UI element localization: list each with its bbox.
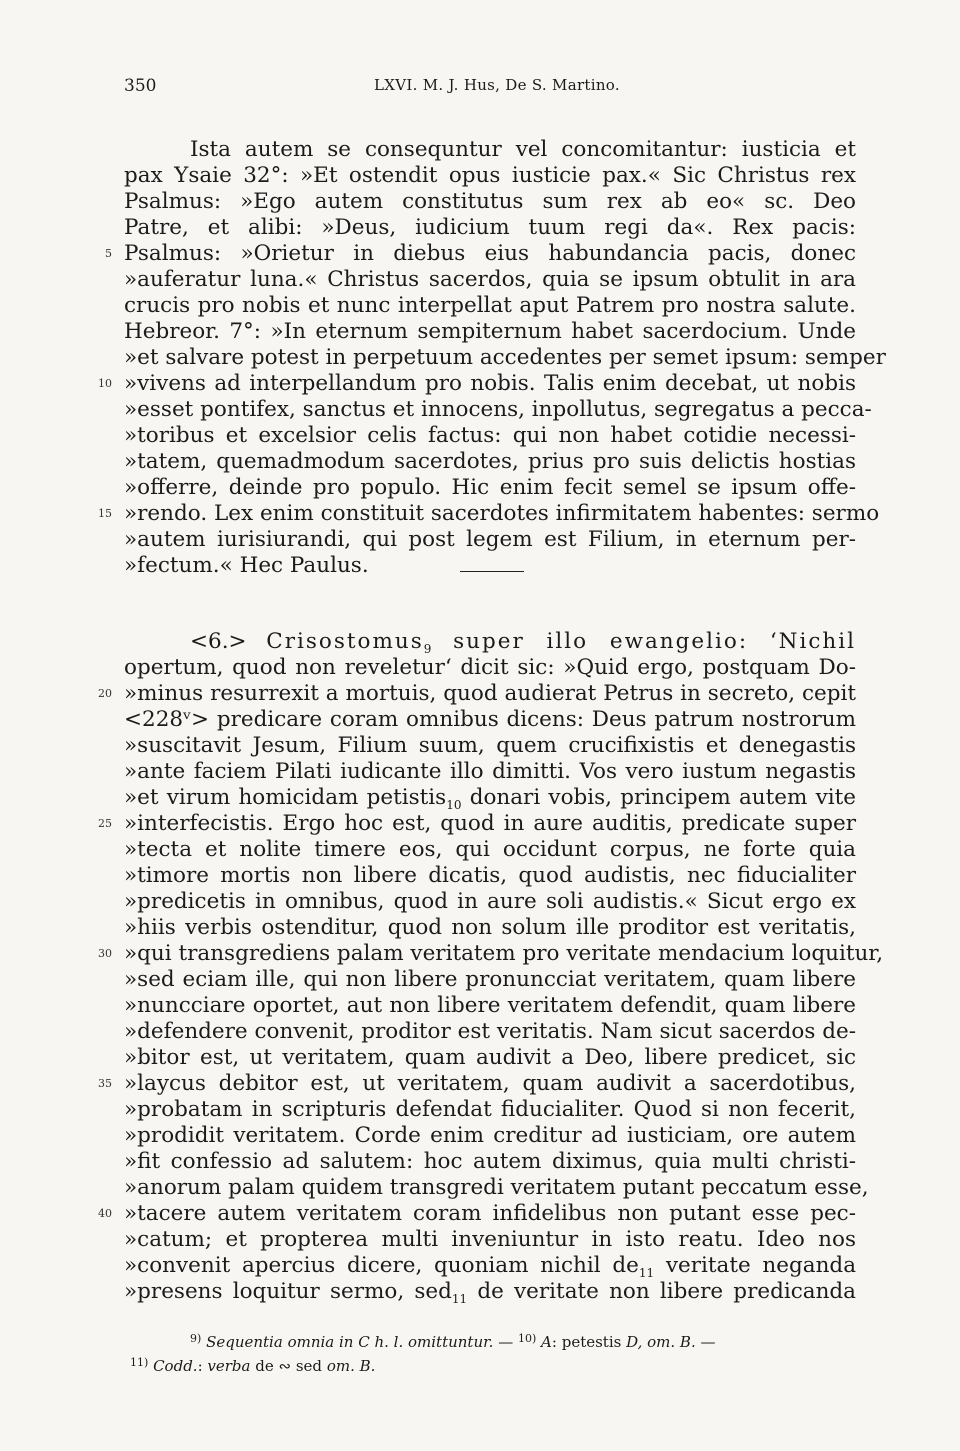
footnote-mark: 10) [517,1332,537,1345]
text-line [124,785,856,811]
author-name: Crisostomus [266,629,424,654]
text-line: »hiis verbis ostenditur, quod non solum ille proditor est veritatis, [124,915,856,940]
text-line: »fit confessio ad salutem: hoc autem diximus, quia multi christi- [124,1149,856,1174]
text-line: »fectum.« Hec Paulus. [124,553,369,578]
text-line: »toribus et excelsior celis factus: qui non habet cotidie necessi- [124,423,856,448]
text-line [98,1071,856,1097]
text-line [98,501,880,527]
text-line [124,1279,856,1305]
text-line-content: »minus resurrexit a mortuis, quod audierat Petrus in secreto, cepit [124,681,856,706]
line-number: 40 [98,1207,112,1220]
text-line-content: »qui transgrediens palam veritatem pro veritate mendacium loquitur, [124,941,884,966]
text-line: pax Ysaie 32°: »Et ostendit opus iusticie pax.« Sic Christus rex [124,163,856,188]
page-number: 350 [124,76,157,96]
text-line [190,629,856,655]
text-line: Ista autem se consequntur vel concomitantur: iusticia et [190,137,856,162]
text-line: Hebreor. 7°: »In eternum sempiternum habet sacerdocium. Unde [124,319,856,344]
text-line-content: »et virum homicidam petistis [124,785,447,810]
text-line-content: donari vobis, principem autem vite [461,785,856,810]
footnote-text: D, om. B. [626,1333,696,1351]
text-line: »defendere convenit, proditor est veritatis. Nam sicut sacerdos de- [124,1019,856,1044]
footnote-text: de ∾ sed [255,1357,323,1375]
text-line-content: »vivens ad interpellandum pro nobis. Talis enim decebat, ut nobis [124,371,856,396]
text-line: »timore mortis non libere dicatis, quod audistis, nec fiducialiter [124,863,856,888]
text-line: <228ᵛ> predicare coram omnibus dicens: Deus patrum nostrorum [124,707,856,732]
text-line: »catum; et propterea multi inveniuntur in isto reatu. Ideo nos [124,1227,856,1252]
footnote-ref: 11 [451,1292,468,1306]
text-line: »sed eciam ille, qui non libere pronuncciat veritatem, quam libere [124,967,856,992]
line-number: 5 [105,247,112,260]
text-line: opertum, quod non reveletur‘ dicit sic: »Quid ergo, postquam Do- [124,655,856,680]
footnote-text: A [541,1333,552,1351]
footnote-ref: 10 [446,798,462,812]
footnote-text: Sequentia omnia in C h. l. omittuntur. [206,1333,494,1351]
footnote-separator: — [700,1333,716,1351]
text-line: crucis pro nobis et nunc interpellat aput Patrem pro nostra salute. [124,293,856,318]
text-line-content: »rendo. Lex enim constituit sacerdotes infirmitatem habentes: sermo [124,501,880,526]
text-line-content: »interfecistis. Ergo hoc est, quod in aure auditis, predicate super [124,811,856,836]
footnote-mark: 11) [130,1356,149,1369]
text-line: Psalmus: »Ego autem constitutus sum rex ab eo« sc. Deo [124,189,856,214]
text-line [98,681,856,707]
text-line: »ante faciem Pilati iudicante illo dimitti. Vos vero iustum negastis [124,759,856,784]
text-line: »auferatur luna.« Christus sacerdos, quia se ipsum obtulit in ara [124,267,856,292]
text-line [98,371,856,397]
footnote-text: : petestis [551,1333,622,1351]
text-line: Patre, et alibi: »Deus, iudicium tuum regi da«. Rex pacis: [124,215,856,240]
running-head: LXVI. M. J. Hus, De S. Martino. [374,76,620,94]
text-line: »offerre, deinde pro populo. Hic enim fecit semel se ipsum offe- [124,475,856,500]
footnote-ref: 11 [638,1266,655,1280]
text-line: »autem iurisiurandi, qui post legem est Filium, in eternum per- [124,527,856,552]
text-line: »tatem, quemadmodum sacerdotes, prius pro suis delictis hostias [124,449,856,474]
text-line-content: »tacere autem veritatem coram infidelibus non putant esse pec- [124,1201,856,1226]
text-line: »esset pontifex, sanctus et innocens, inpollutus, segregatus a pecca- [124,397,872,422]
section-divider [460,571,524,572]
line-number: 10 [98,377,112,390]
footnote-mark: 9) [190,1332,202,1345]
footnote-text: om. B. [326,1357,376,1375]
text-line-content: Psalmus: »Orietur in diebus eius habundancia pacis, donec [124,241,856,266]
line-number: 15 [98,507,112,520]
text-line [124,1253,856,1279]
footnote-text: : [197,1357,203,1375]
footnote-text: Codd. [153,1357,198,1375]
text-line-content: »laycus debitor est, ut veritatem, quam audivit a sacerdotibus, [124,1071,856,1096]
line-number: 35 [98,1077,112,1090]
text-line: »tecta et nolite timere eos, qui occidunt corpus, ne forte quia [124,837,856,862]
text-line [98,811,856,837]
text-line [98,1201,856,1227]
section-marker: <6.> [190,629,267,654]
text-line: »bitor est, ut veritatem, quam audivit a Deo, libere predicet, sic [124,1045,856,1070]
text-line [105,241,856,267]
text-line: »suscitavit Jesum, Filium suum, quem crucifixistis et denegastis [124,733,856,758]
footnote-line [130,1354,870,1378]
text-line: »nuncciare oportet, aut non libere veritatem defendit, quam libere [124,993,856,1018]
line-number: 30 [98,947,112,960]
text-line: »predicetis in omnibus, quod in aure soli audistis.« Sicut ergo ex [124,889,856,914]
text-line: »probatam in scripturis defendat fiducialiter. Quod si non fecerit, [124,1097,856,1122]
text-line: »prodidit veritatem. Corde enim creditur ad iusticiam, ore autem [124,1123,856,1148]
footnote-ref: 9 [423,642,432,656]
line-number: 20 [98,687,112,700]
text-line-content: super illo ewangelio: ‘Nichil [431,629,856,654]
text-line: »et salvare potest in perpetuum accedentes per semet ipsum: semper [124,345,886,370]
text-line: »anorum palam quidem transgredi veritatem putant peccatum esse, [124,1175,869,1200]
text-line-content: de veritate non libere predicanda [467,1279,856,1304]
text-line [98,941,884,967]
text-line-content: »presens loquitur sermo, sed [124,1279,452,1304]
line-number: 25 [98,817,112,830]
footnote-separator: — [498,1333,514,1351]
page-header [124,70,850,100]
text-line-content: veritate neganda [654,1253,857,1278]
text-line-content: »convenit apercius dicere, quoniam nichil de [124,1253,639,1278]
footnote-text: verba [207,1357,251,1375]
footnote-line [190,1330,930,1354]
